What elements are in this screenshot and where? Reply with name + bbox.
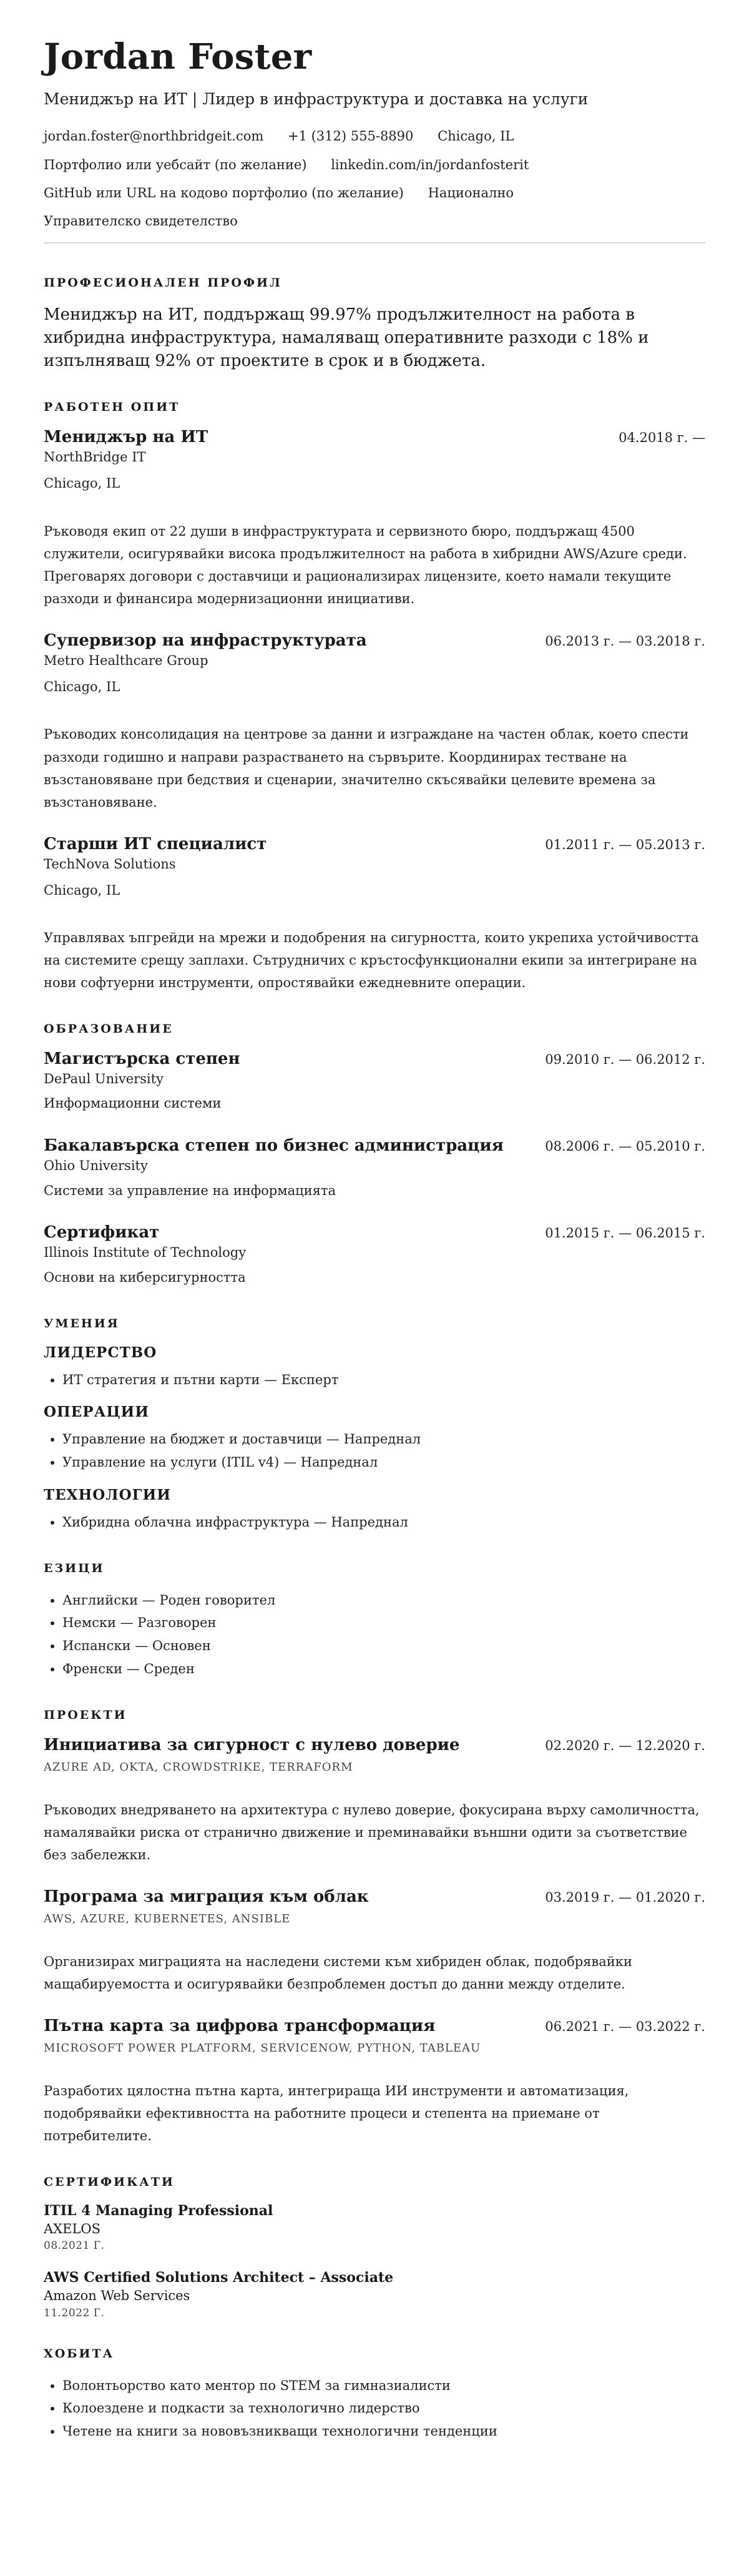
email-link[interactable]: jordan.foster@northbridgeit.com bbox=[44, 129, 264, 144]
project-tech: AWS, AZURE, KUBERNETES, ANSIBLE bbox=[44, 1912, 291, 1925]
language-item: • Немски — Разговорен bbox=[62, 1611, 705, 1635]
portfolio-link[interactable]: Портфолио или уебсайт (по желание) bbox=[44, 157, 307, 172]
school-name: Ohio University bbox=[44, 1158, 148, 1173]
location-text: Chicago, IL bbox=[438, 129, 514, 144]
experience-title: РАБОТЕН ОПИТ bbox=[44, 400, 180, 415]
project-description: Ръководих внедряването на архитектура с нулево доверие, фокусирана върху самоличността, намалявайки риска от странично движение и преминавайки външни одити за съответствие без забележки. bbox=[44, 1802, 700, 1862]
hobby-list bbox=[44, 2374, 705, 2443]
skill-group-title: ЛИДЕРСТВО bbox=[44, 1344, 157, 1361]
resume-header bbox=[44, 36, 705, 230]
skill-item: • Управление на бюджет и доставчици — Напреднал bbox=[62, 1428, 705, 1451]
education-dates: 01.2015 г. — 06.2015 г. bbox=[545, 1226, 705, 1241]
languages-section bbox=[44, 1561, 705, 1681]
job-company: NorthBridge IT bbox=[44, 450, 146, 465]
project-dates: 06.2021 г. — 03.2022 г. bbox=[545, 2019, 705, 2035]
projects-section bbox=[44, 1708, 705, 2148]
phone-text: +1 (312) 555-8890 bbox=[287, 129, 414, 144]
language-item: • Английски — Роден говорител bbox=[62, 1589, 705, 1612]
profile-title: ПРОФЕСИОНАЛЕН ПРОФИЛ bbox=[44, 276, 282, 290]
skill-list bbox=[44, 1369, 705, 1392]
profile-text: Мениджър на ИТ, поддържащ 99.97% продължителност на работа в хибридна инфраструктура, намаляващ оперативните разходи с 18% и изпълняващ 92% от проектите в срок и в бюджета. bbox=[44, 305, 649, 371]
headline: Мениджър на ИТ | Лидер в инфраструктура и доставка на услуги bbox=[44, 89, 589, 108]
education-entry bbox=[44, 1136, 705, 1202]
header-divider bbox=[44, 242, 705, 243]
field-of-study: Системи за управление на информацията bbox=[44, 1182, 336, 1198]
candidate-name: Jordan Foster bbox=[44, 36, 312, 77]
education-entry bbox=[44, 1223, 705, 1289]
certification-entry bbox=[44, 2203, 705, 2253]
language-item: • Испански — Основен bbox=[62, 1635, 705, 1658]
project-entry bbox=[44, 1736, 705, 1866]
education-title: ОБРАЗОВАНИЕ bbox=[44, 1021, 174, 1036]
field-of-study: Информационни системи bbox=[44, 1096, 222, 1111]
skill-group-title: ТЕХНОЛОГИИ bbox=[44, 1486, 171, 1503]
certification-entry bbox=[44, 2269, 705, 2319]
job-location: Chicago, IL bbox=[44, 679, 120, 694]
skills-section bbox=[44, 1317, 705, 1534]
project-dates: 03.2019 г. — 01.2020 г. bbox=[545, 1889, 705, 1905]
project-name: Програма за миграция към облак bbox=[44, 1887, 369, 1906]
project-tech: MICROSOFT POWER PLATFORM, SERVICENOW, PYTHON, TABLEAU bbox=[44, 2042, 481, 2055]
experience-entry bbox=[44, 428, 705, 610]
language-item: • Френски — Среден bbox=[62, 1658, 705, 1681]
contact-line-3 bbox=[44, 185, 705, 202]
job-description: Управлявах ъпгрейди на мрежи и подобрения на сигурността, които укрепиха устойчивостта на системите срещу заплахи. Сътрудничих с кръстосфункционални екипи за интегриране на нови софтуерни инструменти, опростявайки ежедневните операции. bbox=[44, 930, 699, 991]
education-dates: 09.2010 г. — 06.2012 г. bbox=[545, 1051, 705, 1067]
languages-title: ЕЗИЦИ bbox=[44, 1561, 105, 1575]
skill-group-title: ОПЕРАЦИИ bbox=[44, 1404, 149, 1421]
school-name: DePaul University bbox=[44, 1071, 164, 1086]
degree-title: Сертификат bbox=[44, 1223, 160, 1242]
job-dates: 01.2011 г. — 05.2013 г. bbox=[545, 837, 705, 852]
project-dates: 02.2020 г. — 12.2020 г. bbox=[545, 1738, 705, 1753]
experience-entry bbox=[44, 835, 705, 995]
hobbies-title: ХОБИТА bbox=[44, 2346, 115, 2361]
project-name: Пътна карта за цифрова трансформация bbox=[44, 2017, 436, 2036]
job-dates: 04.2018 г. — bbox=[619, 430, 705, 446]
contact-line-4 bbox=[44, 213, 705, 230]
hobby-item: • Волонтьорство като ментор по STEM за гимназиалисти bbox=[62, 2374, 705, 2397]
field-of-study: Основи на киберсигурността bbox=[44, 1269, 246, 1285]
project-entry bbox=[44, 1887, 705, 1995]
job-company: Metro Healthcare Group bbox=[44, 653, 208, 669]
education-dates: 08.2006 г. — 05.2010 г. bbox=[545, 1138, 705, 1154]
skill-list bbox=[44, 1428, 705, 1474]
job-location: Chicago, IL bbox=[44, 475, 120, 491]
language-list bbox=[44, 1589, 705, 1681]
project-entry bbox=[44, 2017, 705, 2147]
certification-issuer: AXELOS bbox=[44, 2221, 100, 2236]
experience-section bbox=[44, 400, 705, 994]
profile-section bbox=[44, 276, 705, 373]
skill-item: • Управление на услуги (ITIL v4) — Напреднал bbox=[62, 1451, 705, 1474]
education-section bbox=[44, 1022, 705, 1289]
skill-list bbox=[44, 1511, 705, 1534]
github-link[interactable]: GitHub или URL на кодово портфолио (по желание) bbox=[44, 185, 404, 200]
job-location: Chicago, IL bbox=[44, 882, 120, 898]
job-dates: 06.2013 г. — 03.2018 г. bbox=[545, 634, 705, 649]
degree-title: Магистърска степен bbox=[44, 1049, 240, 1068]
skill-item: • Хибридна облачна инфраструктура — Напреднал bbox=[62, 1511, 705, 1534]
job-company: TechNova Solutions bbox=[44, 856, 176, 872]
skills-title: УМЕНИЯ bbox=[44, 1316, 120, 1330]
hobby-item: • Четене на книги за нововъзникващи технологични тенденции bbox=[62, 2420, 705, 2443]
project-tech: AZURE AD, OKTA, CROWDSTRIKE, TERRAFORM bbox=[44, 1760, 353, 1774]
school-name: Illinois Institute of Technology bbox=[44, 1245, 247, 1261]
certification-date: 11.2022 Г. bbox=[44, 2306, 105, 2319]
job-description: Ръководих консолидация на центрове за данни и изграждане на частен облак, което спести разходи годишно и направи разрастването на сървърите. Координирах тестване на възстановяване при бедствия и сценарии, значително скъсявайки целевите времена за възстановяване. bbox=[44, 727, 689, 810]
job-description: Ръководя екип от 22 души в инфраструктурата и сервизното бюро, поддържащ 4500 служители, осигурявайки висока продължителност на работа в хибридни AWS/Azure среди. Преговарях договори с доставчици и рационализирах лицензите, което намали текущите разходи и финансира модернизационни инициативи. bbox=[44, 523, 687, 606]
contact-line-1 bbox=[44, 128, 705, 145]
certification-issuer: Amazon Web Services bbox=[44, 2288, 190, 2304]
education-entry bbox=[44, 1050, 705, 1115]
project-description: Организирах миграцията на наследени системи към хибриден облак, подобрявайки мащабируемостта и осигурявайки безпроблемен достъп до данни между отделите. bbox=[44, 1954, 632, 1992]
certification-name: ITIL 4 Managing Professional bbox=[44, 2202, 273, 2219]
job-title: Супервизор на инфраструктурата bbox=[44, 631, 367, 651]
certifications-section bbox=[44, 2175, 705, 2319]
hobby-item: • Колоездене и подкасти за технологично лидерство bbox=[62, 2397, 705, 2420]
skill-item: • ИТ стратегия и пътни карти — Експерт bbox=[62, 1369, 705, 1392]
certification-date: 08.2021 Г. bbox=[44, 2239, 105, 2253]
clearance-text: Управителско свидетелство bbox=[44, 214, 238, 229]
job-title: Мениджър на ИТ bbox=[44, 428, 208, 447]
project-description: Разработих цялостна пътна карта, интегрираща ИИ инструменти и автоматизация, подобрявайки ефективността на работните процеси и степента на приемане от потребителите. bbox=[44, 2083, 629, 2144]
nationality-text: Национално bbox=[428, 185, 514, 200]
linkedin-link[interactable]: linkedin.com/in/jordanfosterit bbox=[331, 157, 529, 172]
project-name: Инициатива за сигурност с нулево доверие bbox=[44, 1735, 460, 1754]
hobbies-section bbox=[44, 2347, 705, 2443]
degree-title: Бакалавърска степен по бизнес администрация bbox=[44, 1136, 504, 1155]
experience-entry bbox=[44, 631, 705, 814]
job-title: Старши ИТ специалист bbox=[44, 834, 267, 853]
certification-name: AWS Certified Solutions Architect – Associate bbox=[44, 2269, 394, 2286]
certifications-title: СЕРТИФИКАТИ bbox=[44, 2175, 175, 2189]
contact-line-2 bbox=[44, 157, 705, 174]
projects-title: ПРОЕКТИ bbox=[44, 1708, 127, 1722]
